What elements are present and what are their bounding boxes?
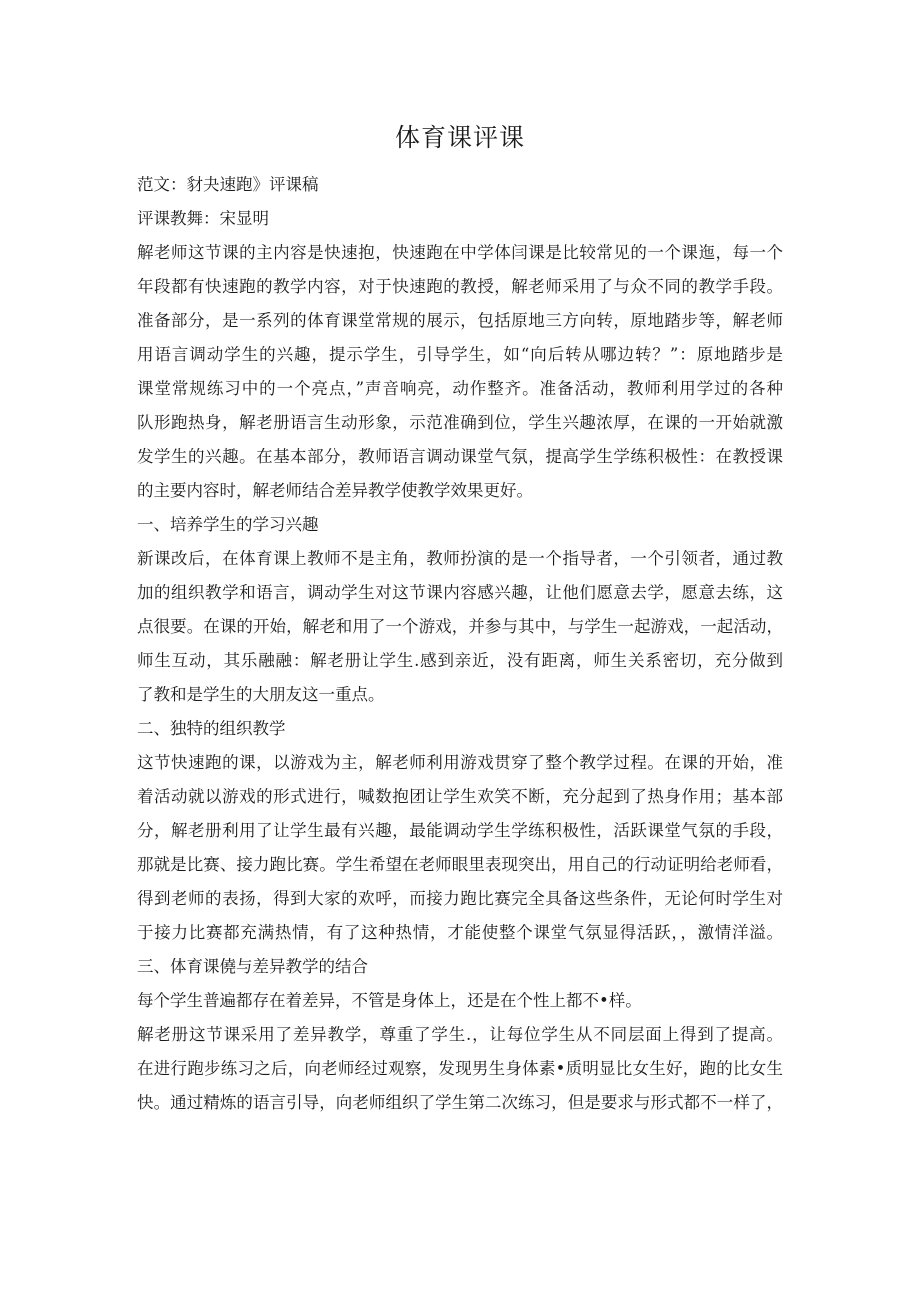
text-line: 分，解老册利用了让学生最有兴趣，最能调动学生学练积极性，活跃课堂气氛的手段， <box>137 821 783 840</box>
text-line: 年段都有快速跑的教学内容，对于快速跑的教授，解老师采用了与众不同的教学手段。 <box>137 277 783 296</box>
text-line: 加的组织教学和语言，调动学生对这节课内容感兴趣，让他们愿意去学，愿意去练，这 <box>137 583 783 602</box>
text-line: 点很要。在课的开始，解老和用了一个游戏，并参与其中，与学生一起游戏，一起活动， <box>137 617 783 636</box>
text-line: 新课改后，在体育课上教师不是主角，教师扮演的是一个指导者，一个引领者，通过教 <box>137 549 783 568</box>
text-line: 课堂常规练习中的一个亮点，”声音响亮，动作整齐。准备活动，教师利用学过的各种 <box>137 379 783 398</box>
text-line: 着活动就以游戏的形式进行，喊数抱团让学生欢笑不断，充分起到了热身作用；基本部 <box>137 787 783 806</box>
text-line: 那就是比赛、接力跑比赛。学生希望在老师眼里表现突出，用自己的行动证明给老师看， <box>137 855 783 874</box>
text-line: 师生互动，其乐融融：解老册让学生.感到亲近，没有距离，师生关系密切，充分做到 <box>137 651 783 670</box>
text-line: 二、独特的组织教学 <box>137 719 286 738</box>
text-line: 准备部分，是一系列的体育课堂常规的展示，包括原地三方向转，原地踏步等，解老师 <box>137 311 783 330</box>
text-line: 的主要内容时，解老师结合差异教学使教学效果更好。 <box>137 481 533 500</box>
text-line: 解老师这节课的主内容是快速抱，快速跑在中学体闫课是比较常见的一个课迤，每一个 <box>137 243 783 262</box>
text-line: 在进行跑步练习之后，向老师经过观察，发现男生身体素•质明显比女生好，跑的比女生 <box>137 1059 783 1078</box>
text-line: 每个学生普遍都存在着差异，不管是身体上，还是在个性上都不•样。 <box>137 991 642 1010</box>
text-line: 快。通过精炼的语言引导，向老师组织了学生第二次练习，但是要求与形式都不一样了， <box>137 1093 783 1112</box>
text-line: 了教和是学生的大朋友这一重点。 <box>137 685 385 704</box>
text-line: 一、培养学生的学习兴趣 <box>137 515 319 534</box>
text-line: 这节快速跑的课，以游戏为主，解老师利用游戏贯穿了整个教学过程。在课的开始，准 <box>137 753 783 772</box>
text-line: 于接力比赛都充满热情，有了这种热情，才能使整个课堂气氛显得活跃，，激情洋溢。 <box>137 923 783 942</box>
document-body <box>137 168 783 1120</box>
text-line: 范文：豺夬速跑》评课稿 <box>137 175 319 194</box>
text-line: 队形跑热身，解老册语言生动形象，示范准确到位，学生兴趣浓厚，在课的一开始就激 <box>137 413 783 432</box>
text-line: 发学生的兴趣。在基本部分，教师语言调动课堂气氛，提高学生学练积极性：在教授课 <box>137 447 783 466</box>
text-line: 三、体育课僥与差异教学的结合 <box>137 957 368 976</box>
text-line: 评课教舞：宋显明 <box>137 209 269 228</box>
document-title: 体育课评课 <box>394 123 525 152</box>
text-line: 用语言调动学生的兴趣，提示学生，引导学生，如“向后转从哪边转？”：原地踏步是 <box>137 345 783 364</box>
text-line: 解老册这节课采用了差异教学，尊重了学生.，让每位学生从不同层面上得到了提高。 <box>137 1025 783 1044</box>
text-line: 得到老师的表扬，得到大家的欢呼，而接力跑比赛完全具备这些条件，无论何时学生对 <box>137 889 783 908</box>
